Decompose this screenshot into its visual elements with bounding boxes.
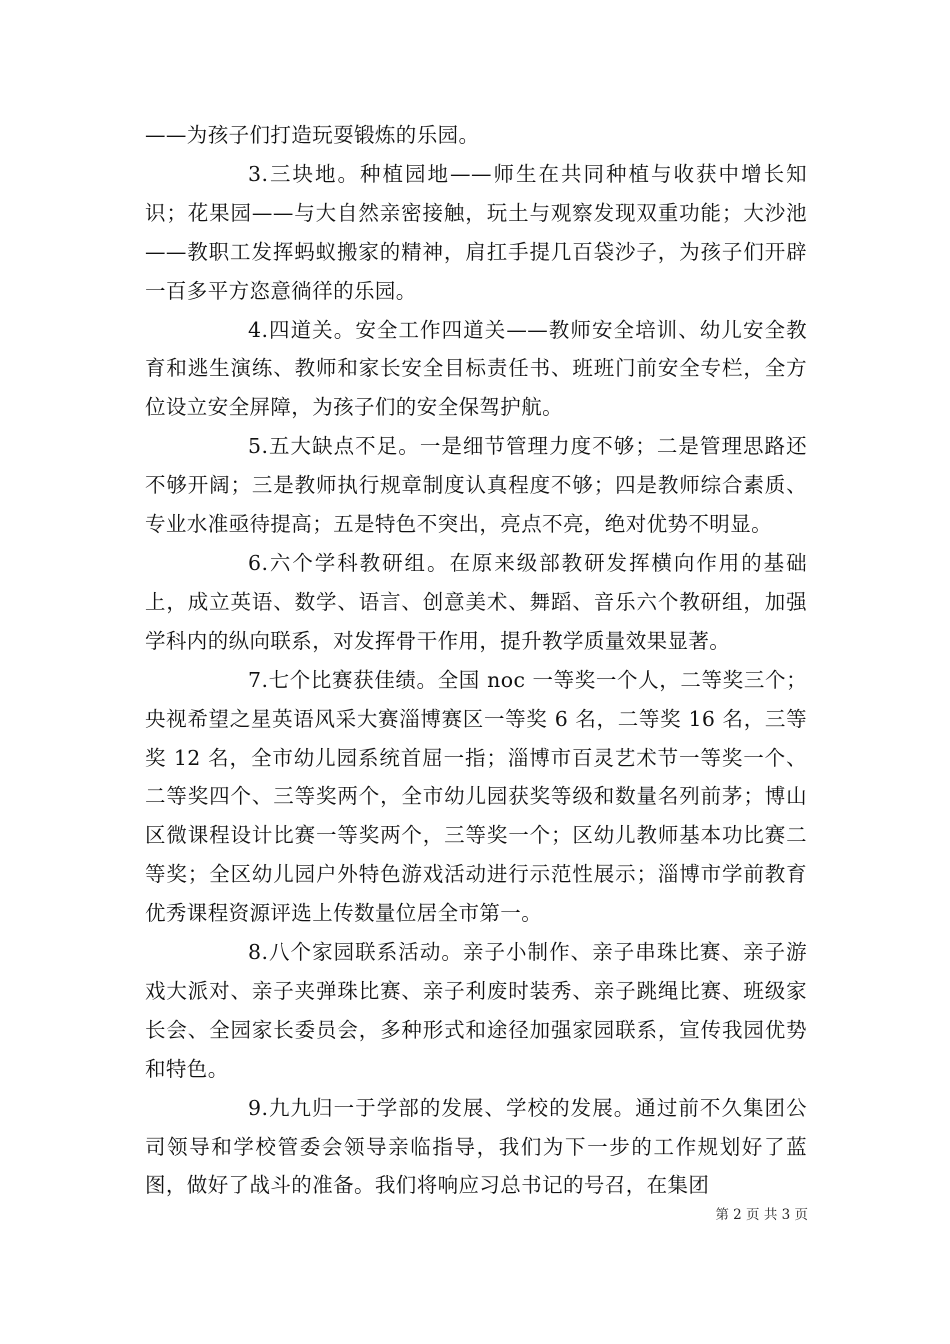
paragraph-3: 4.四道关。安全工作四道关——教师安全培训、幼儿安全教育和逃生演练、教师和家长安全目标责任书、班班门前安全专栏，全方位设立安全屏障，为孩子们的安全保驾护航。 bbox=[145, 317, 807, 420]
page-number-footer: 第 2 页 共 3 页 bbox=[715, 1207, 808, 1223]
paragraph-4: 5.五大缺点不足。一是细节管理力度不够；二是管理思路还不够开阔；三是教师执行规章制度认真程度不够；四是教师综合素质、专业水准亟待提高；五是特色不突出，亮点不亮，绝对优势不明显。 bbox=[145, 434, 807, 537]
paragraph-5: 6.六个学科教研组。在原来级部教研发挥横向作用的基础上，成立英语、数学、语言、创意美术、舞蹈、音乐六个教研组，加强学科内的纵向联系，对发挥骨干作用，提升教学质量效果显著。 bbox=[145, 550, 807, 653]
paragraph-2: 3.三块地。种植园地——师生在共同种植与收获中增长知识；花果园——与大自然亲密接触，玩土与观察发现双重功能；大沙池——教职工发挥蚂蚁搬家的精神，肩扛手提几百袋沙子，为孩子们开辟一百多平方恣意徜徉的乐园。 bbox=[145, 161, 807, 303]
paragraph-8: 9.九九归一于学部的发展、学校的发展。通过前不久集团公司领导和学校管委会领导亲临指导，我们为下一步的工作规划好了蓝图，做好了战斗的准备。我们将响应习总书记的号召，在集团 bbox=[145, 1095, 807, 1198]
document-body bbox=[145, 116, 807, 1205]
paragraph-1: ——为孩子们打造玩耍锻炼的乐园。 bbox=[145, 123, 480, 147]
paragraph-6: 7.七个比赛获佳绩。全国 noc 一等奖一个人，二等奖三个；央视希望之星英语风采大赛淄博赛区一等奖 6 名，二等奖 16 名，三等奖 12 名，全市幼儿园系统首屈一指；淄博市百灵艺术节一等奖一个、二等奖四个、三等奖两个，全市幼儿园获奖等级和数量名列前茅；博山区微课程设计比赛一等奖两个，三等奖一个；区幼儿教师基本功比赛二等奖；全区幼儿园户外特色游戏活动进行示范性展示；淄博市学前教育优秀课程资源评选上传数量位居全市第一。 bbox=[145, 667, 807, 926]
paragraph-7: 8.八个家园联系活动。亲子小制作、亲子串珠比赛、亲子游戏大派对、亲子夹弹珠比赛、亲子利废时装秀、亲子跳绳比赛、班级家长会、全园家长委员会，多种形式和途径加强家园联系，宣传我园优势和特色。 bbox=[145, 940, 807, 1081]
